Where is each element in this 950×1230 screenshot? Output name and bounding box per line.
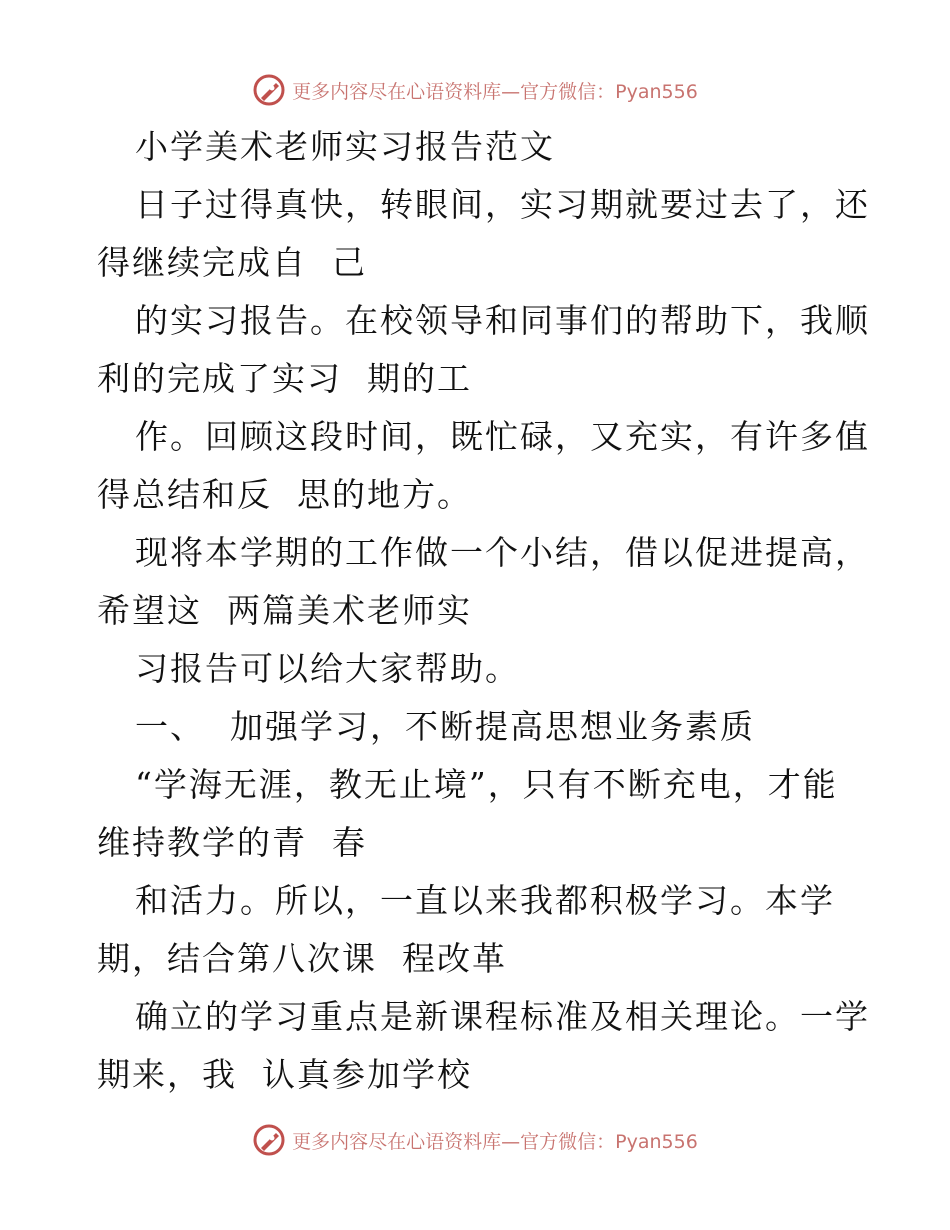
pen-logo-icon <box>252 73 286 107</box>
header-wechat-text: 官方微信：Pyan556 <box>520 80 698 103</box>
footer-wechat-text: 官方微信：Pyan556 <box>520 1130 698 1153</box>
text-line: 得总结和反 思的地方。 <box>97 475 472 514</box>
text-line: 现将本学期的工作做一个小结，借以促进提高， <box>135 533 870 572</box>
text-line: 和活力。所以，一直以来我都积极学习。本学 <box>135 881 835 920</box>
document-title: 小学美术老师实习报告范文 <box>135 127 555 166</box>
text-line: 得继续完成自 己 <box>97 243 367 282</box>
text-line: 期来，我 认真参加学校 <box>97 1055 472 1094</box>
footer-promo-text: 更多内容尽在心语资料库— <box>292 1130 521 1153</box>
text-line: 利的完成了实习 期的工 <box>97 359 472 398</box>
header-promo-text: 更多内容尽在心语资料库— <box>292 80 521 103</box>
text-line: 作。回顾这段时间，既忙碌，又充实，有许多值 <box>135 417 870 456</box>
pen-logo-icon <box>252 1123 286 1157</box>
section-heading: 一、 加强学习，不断提高思想业务素质 <box>135 707 755 746</box>
header-banner <box>0 70 950 110</box>
text-line: 希望这 两篇美术老师实 <box>97 591 472 630</box>
text-line: 习报告可以给大家帮助。 <box>135 649 520 688</box>
text-line: 确立的学习重点是新课程标准及相关理论。一学 <box>135 997 870 1036</box>
text-line: “学海无涯，教无止境”，只有不断充电，才能 <box>135 765 838 804</box>
footer-banner <box>0 1120 950 1160</box>
text-line: 维持教学的青 春 <box>97 823 367 862</box>
text-line: 的实习报告。在校领导和同事们的帮助下，我顺 <box>135 301 870 340</box>
text-line: 期，结合第八次课 程改革 <box>97 939 507 978</box>
text-line: 日子过得真快，转眼间，实习期就要过去了，还 <box>135 185 870 224</box>
